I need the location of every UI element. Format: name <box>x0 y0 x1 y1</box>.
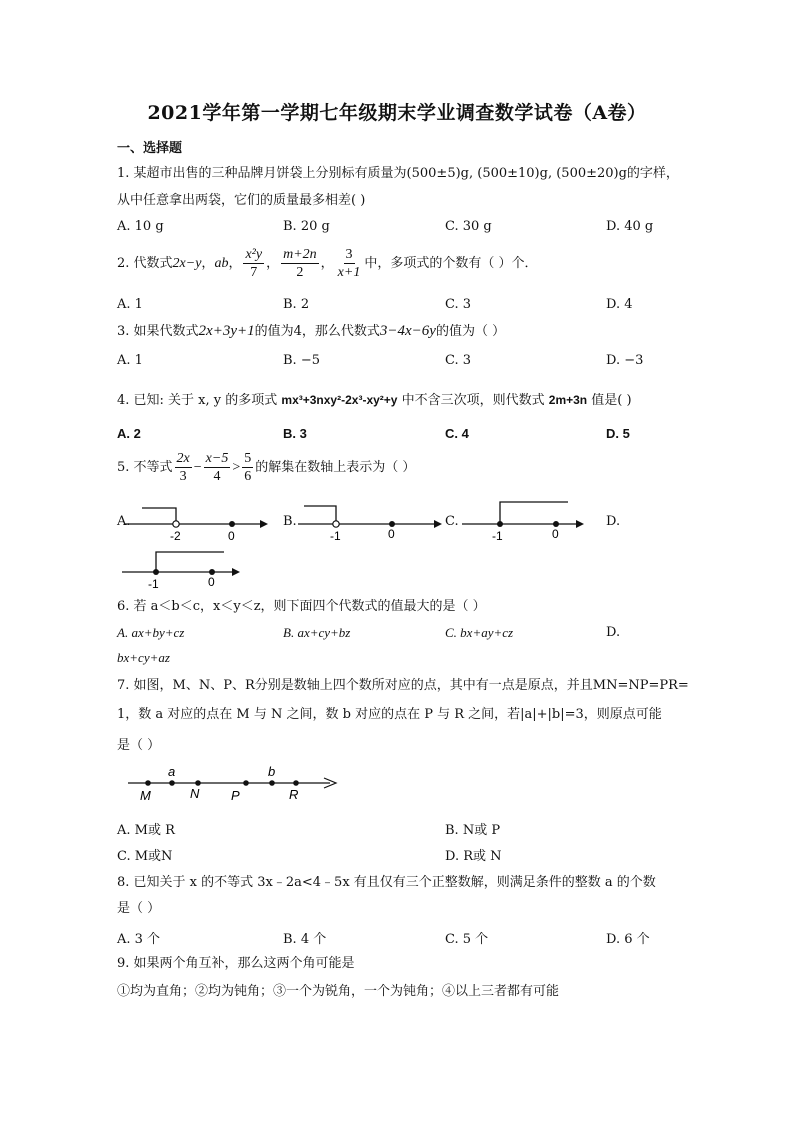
point-n <box>195 780 201 786</box>
fraction-denominator: 6 <box>244 469 252 484</box>
point-a <box>169 780 175 786</box>
fraction-denominator: 2 <box>296 265 304 280</box>
fraction-2 <box>281 246 319 281</box>
label-n: N <box>190 786 200 801</box>
number-line-d <box>120 546 246 594</box>
separator: ， <box>266 255 280 271</box>
tick-label: 0 <box>208 575 215 589</box>
option-a: A. 3 个 <box>117 932 161 947</box>
point-m <box>145 780 151 786</box>
option-d: D. <box>606 625 621 640</box>
tick-label: -1 <box>492 529 503 543</box>
question-8-text-line1: 8. 已知关于 x 的不等式 3x﹣2a<4﹣5x 有且仅有三个正整数解，则满足条件的整数 a 的个数 <box>117 875 656 890</box>
option-d: D. R或 N <box>445 849 502 864</box>
question-3-mid: 的值为4，那么代数式 <box>254 324 380 339</box>
fraction-1 <box>243 246 264 281</box>
fraction-1 <box>175 450 192 485</box>
option-c: C. 5 个 <box>445 932 489 947</box>
expression-2: 2m+3n <box>548 393 588 407</box>
option-d: D. 5 <box>606 426 630 441</box>
option-b: B. ax+cy+bz <box>283 625 351 640</box>
fraction-numerator: x²y <box>245 247 263 262</box>
separator: ， <box>320 255 334 271</box>
question-1-text-line1: 1. 某超市出售的三种品牌月饼袋上分别标有质量为(500±5)g, (500±10)g, (500±20)g的字样， <box>117 166 679 181</box>
question-4-text <box>117 391 632 410</box>
fraction-numerator: 3 <box>345 247 353 262</box>
label-a: a <box>168 764 176 779</box>
option-d: D. 40 g <box>606 219 654 234</box>
expression-1: 2x+3y+1 <box>198 323 255 339</box>
question-4-prefix: 4. 已知: 关于 x, y 的多项式 <box>117 393 278 408</box>
number-line-c <box>460 496 590 546</box>
label-p: P <box>231 788 240 803</box>
question-4-suffix: 中不含三次项，则代数式 <box>401 393 545 408</box>
option-b: B. 20 g <box>283 219 330 234</box>
option-b: B. N或 P <box>445 823 501 838</box>
tick-label: -1 <box>330 529 341 543</box>
tick-label: 0 <box>228 529 235 543</box>
question-5-prefix: 5. 不等式 <box>117 459 173 475</box>
page-title: 2021学年第一学期七年级期末学业调查数学试卷（A卷） <box>147 102 647 124</box>
question-7-text-line2: 1，数 a 对应的点在 M 与 N 之间，数 b 对应的点在 P 与 R 之间，若|a|+|b|=3，则原点可能 <box>117 707 662 722</box>
option-b: B. 4 个 <box>283 932 327 947</box>
option-d: D. −3 <box>606 353 644 368</box>
expression-2: 3−4x−6y <box>379 323 436 339</box>
option-c: C. bx+ay+cz <box>445 625 514 640</box>
option-c: C. 4 <box>445 426 469 441</box>
fraction-numerator: x−5 <box>205 451 229 466</box>
fraction-numerator: m+2n <box>283 247 317 262</box>
option-a: A. 1 <box>117 353 143 368</box>
option-a: A. M或 R <box>117 823 175 838</box>
option-b: B. 3 <box>283 426 307 441</box>
option-a: A. 2 <box>117 426 141 441</box>
fraction-denominator: 3 <box>179 469 187 484</box>
fraction-2 <box>204 450 231 485</box>
polynomial-expression: mx³+3nxy²-2x³-xy²+y <box>281 393 398 407</box>
question-9-text-line2: ①均为直角；②均为钝角；③一个为锐角，一个为钝角；④以上三者都有可能 <box>117 984 560 999</box>
question-2-text <box>117 246 537 281</box>
number-line-a <box>122 500 272 548</box>
question-5-suffix: 的解集在数轴上表示为（ ） <box>255 459 416 475</box>
question-4-suffix2: 值是( ) <box>591 393 632 408</box>
operator: − <box>193 459 202 475</box>
fraction-denominator: 4 <box>213 469 221 484</box>
fraction-3 <box>242 450 253 485</box>
point-b <box>269 780 275 786</box>
option-a: A. 1 <box>117 297 143 312</box>
fraction-numerator: 2x <box>176 451 190 466</box>
question-3-prefix: 3. 如果代数式 <box>117 324 199 339</box>
expression-2: ab <box>214 255 229 271</box>
question-8-text-line2: 是（ ） <box>117 901 161 916</box>
question-7-text-line3: 是（ ） <box>117 738 161 753</box>
fraction-denominator: 7 <box>250 265 258 280</box>
point-r <box>293 780 299 786</box>
separator: ， <box>201 255 215 271</box>
question-1-text-line2: 从中任意拿出两袋，它们的质量最多相差( ) <box>117 193 366 208</box>
option-c: C. 30 g <box>445 219 492 234</box>
label-m: M <box>140 788 151 803</box>
tick-label: 0 <box>388 527 395 541</box>
option-b: B. 2 <box>283 297 310 312</box>
question-9-text-line1: 9. 如果两个角互补，那么这两个角可能是 <box>117 956 355 971</box>
tick-label: -1 <box>148 577 159 591</box>
option-a-label: A. <box>117 514 131 529</box>
fraction-denominator: x+1 <box>337 265 361 280</box>
question-2-suffix: 中，多项式的个数有（ ）个． <box>364 255 538 271</box>
point-p <box>243 780 249 786</box>
option-a: A. 10 g <box>117 219 164 234</box>
question-3-text <box>117 322 505 341</box>
option-a: A. ax+by+cz <box>117 625 185 640</box>
question-6-text: 6. 若 a＜b＜c，x＜y＜z，则下面四个代数式的值最大的是（ ） <box>117 599 486 614</box>
number-line-figure <box>124 762 346 806</box>
fraction-numerator: 5 <box>244 451 252 466</box>
question-7-text-line1: 7. 如图，M、N、P、R分别是数轴上四个数所对应的点，其中有一点是原点，并且MN=NP=PR= <box>117 678 689 693</box>
tick-label: -2 <box>170 529 181 543</box>
option-c: C. 3 <box>445 297 472 312</box>
question-3-suffix: 的值为（ ） <box>435 324 506 339</box>
option-b-label: B. <box>283 514 297 529</box>
tick-label: 0 <box>552 527 559 541</box>
question-5-text <box>117 450 415 485</box>
expression-1: 2x−y <box>172 255 202 271</box>
label-r: R <box>289 787 299 802</box>
question-2-prefix: 2. 代数式 <box>117 255 173 271</box>
option-b: B. −5 <box>283 353 320 368</box>
separator: ， <box>228 255 242 271</box>
number-line-b <box>296 500 446 548</box>
label-b: b <box>268 764 276 779</box>
section-heading: 一、选择题 <box>117 141 183 156</box>
option-c: C. 3 <box>445 353 472 368</box>
operator: > <box>232 459 241 475</box>
option-d-label: D. <box>606 514 621 529</box>
option-c-label: C. <box>445 514 459 529</box>
option-d-continued: bx+cy+az <box>117 650 170 665</box>
option-d: D. 4 <box>606 297 633 312</box>
fraction-3 <box>336 246 363 281</box>
option-c: C. M或N <box>117 849 173 864</box>
option-d: D. 6 个 <box>606 932 650 947</box>
